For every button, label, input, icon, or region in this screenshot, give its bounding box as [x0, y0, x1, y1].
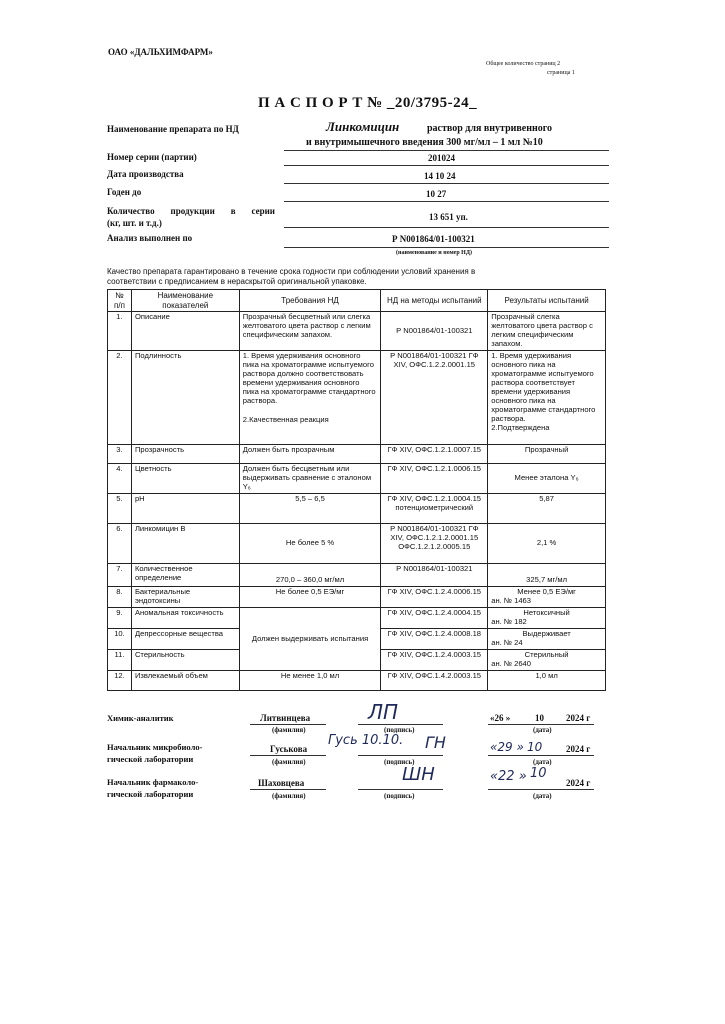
signer-name-1: Литвинцева: [260, 713, 311, 723]
date-month-3: 10: [530, 766, 547, 781]
date-year-2: 2024 г: [566, 744, 591, 754]
date-day-3: «22 »: [490, 769, 527, 784]
date-caption-3: (дата): [533, 792, 552, 800]
row-method: Р N001864/01-100321 ГФ XIV, ОФС.1.2.1.2.0001.15 ОФС.1.2.1.2.0005.15: [381, 524, 488, 564]
signature-1: ЛП: [368, 700, 399, 724]
signature-caption-3: (подпись): [384, 792, 415, 800]
row-method: ГФ XIV, ОФС.1.2.1.0007.15: [381, 445, 488, 464]
row-name: Стерильность: [131, 650, 239, 671]
req-part-2: 2.Качественная реакция: [242, 414, 329, 424]
row-number: 6.: [108, 524, 132, 564]
company-name: ОАО «ДАЛЬХИМФАРМ»: [108, 47, 213, 57]
table-row: [108, 587, 606, 608]
handwritten-note-2: Гусь 10.10.: [328, 733, 404, 748]
row-requirement: Не более 0,5 ЕЭ/мг: [239, 587, 381, 608]
passport-title: П А С П О Р Т № _20/3795-24_: [258, 95, 478, 111]
quality-table: [107, 289, 606, 691]
page-number: страница 1: [547, 70, 575, 76]
date-year-3: 2024 г: [566, 778, 591, 788]
signer-name-3: Шаховцева: [258, 778, 305, 788]
row-result: [488, 608, 606, 629]
row-result: Прозрачный: [488, 445, 606, 464]
row-result: 325,7 мг/мл: [488, 564, 606, 587]
row-requirement: Не менее 1,0 мл: [239, 671, 381, 691]
row-name: Извлекаемый объем: [131, 671, 239, 691]
row-result: Прозрачный слегка желтоватого цвета раствор с легким специфическим запахом.: [488, 312, 606, 351]
row-number: 8.: [108, 587, 132, 608]
row-method: ГФ XIV, ОФС.1.2.4.0003.15: [381, 650, 488, 671]
production-date-label: Дата производства: [107, 169, 184, 179]
table-row: [108, 524, 606, 564]
table-row: [108, 312, 606, 351]
signer-role-2b: гической лаборатории: [107, 754, 194, 764]
signer-role-3b: гической лаборатории: [107, 789, 194, 799]
row-method: Р N001864/01-100321: [381, 564, 488, 587]
row-number: 4.: [108, 464, 132, 494]
row-requirement: Должен быть бесцветным или выдерживать сравнение с эталоном Y₆: [239, 464, 381, 494]
header-results: Результаты испытаний: [488, 290, 606, 312]
header-number: № п/п: [108, 290, 132, 312]
row-name: Линкомицин В: [131, 524, 239, 564]
row-result: 1,0 мл: [488, 671, 606, 691]
row-number: 7.: [108, 564, 132, 587]
surname-caption-1: (фамилия): [272, 726, 306, 734]
date-month-2: 10: [527, 740, 543, 754]
row-method: ГФ XIV, ОФС.1.4.2.0003.15: [381, 671, 488, 691]
surname-caption-2: (фамилия): [272, 758, 306, 766]
row-name: Описание: [131, 312, 239, 351]
analysis-number: ан. № 182: [491, 616, 527, 626]
result-part-2: 2.Подтверждена: [491, 422, 550, 432]
result-value: Нетоксичный: [523, 608, 570, 617]
date-day-1: «26 »: [490, 713, 511, 723]
row-name: Подлинность: [131, 351, 239, 445]
table-row: [108, 445, 606, 464]
signer-role-2a: Начальник микробиоло-: [107, 742, 203, 752]
table-row: [108, 351, 606, 445]
page-count: Общее количество страниц 2: [486, 61, 561, 67]
date-caption-2: (дата): [533, 758, 552, 766]
table-row: [108, 494, 606, 524]
row-name: Бактериальные эндотоксины: [131, 587, 239, 608]
row-method: Р N001864/01-100321 ГФ XIV, ОФС.1.2.2.0001.15: [381, 351, 488, 445]
date-caption-1: (дата): [533, 726, 552, 734]
row-requirement: Не более 5 %: [239, 524, 381, 564]
quantity-unit-label: (кг, шт. и т.д.): [107, 218, 162, 228]
row-number: 11.: [108, 650, 132, 671]
quantity-value: 13 651 уп.: [429, 212, 468, 222]
result-value: Выдерживает: [522, 629, 571, 638]
analysis-value: Р N001864/01-100321: [392, 234, 475, 244]
analysis-note: (наименование и номер НД): [396, 250, 472, 256]
analysis-label: Анализ выполнен по: [107, 233, 193, 243]
row-requirement: Должен быть прозрачным: [239, 445, 381, 464]
row-name: Цветность: [131, 464, 239, 494]
row-result: [488, 650, 606, 671]
drug-desc-2: и внутримышечного введения 300 мг/мл – 1 мл №10: [306, 137, 543, 148]
row-method: ГФ XIV, ОФС.1.2.1.0006.15: [381, 464, 488, 494]
table-row: [108, 671, 606, 691]
row-result: [488, 351, 606, 445]
row-method: ГФ XIV, ОФС.1.2.4.0004.15: [381, 608, 488, 629]
table-row: [108, 608, 606, 629]
merged-requirement: Должен выдерживать испытания: [239, 608, 381, 671]
expiry-label: Годен до: [107, 187, 142, 197]
expiry-value: 10 27: [426, 189, 447, 199]
req-part-1: 1. Время удерживания основного пика на хроматограмме испытуемого раствора должно соответствовать времени удерживания основного пика на хроматограмме стандартного раствора.: [242, 351, 376, 405]
signer-role-1: Химик-аналитик: [107, 713, 174, 723]
header-methods: НД на методы испытаний: [381, 290, 488, 312]
analysis-number: ан. № 1463: [491, 595, 532, 605]
result-part-1: 1. Время удерживания основного пика на хроматограмме испытуемого раствора соответствует времени удерживания основного пика на хроматограмме стандартного раствора.: [491, 351, 596, 423]
guarantee-text: Качество препарата гарантировано в течение срока годности при соблюдении условий хранения в соответствии с предписанием в нераскрытой оригинальной упаковке.: [107, 267, 476, 287]
drug-name-label: Наименование препарата по НД: [107, 124, 239, 134]
drug-desc-1: раствор для внутривенного: [427, 123, 553, 134]
row-result: 2,1 %: [488, 524, 606, 564]
header-name: Наименование показателей: [131, 290, 239, 312]
row-number: 10.: [108, 629, 132, 650]
analysis-number: ан. № 24: [491, 637, 523, 647]
table-row: [108, 464, 606, 494]
quantity-label: Количество продукции в серии: [107, 206, 275, 216]
table-row: [108, 564, 606, 587]
row-name: Количественное определение: [131, 564, 239, 587]
production-date-value: 14 10 24: [424, 171, 456, 181]
row-number: 12.: [108, 671, 132, 691]
signer-name-2: Гуськова: [270, 744, 308, 754]
batch-label: Номер серии (партии): [107, 152, 197, 162]
drug-name: Линкомицин: [326, 119, 400, 134]
analysis-number: ан. № 2640: [491, 658, 532, 668]
row-name: Аномальная токсичность: [131, 608, 239, 629]
row-requirement: 5,5 – 6,5: [239, 494, 381, 524]
row-method: ГФ XIV, ОФС.1.2.4.0008.18: [381, 629, 488, 650]
signature-2: ГН: [425, 733, 446, 752]
row-result: Менее эталона Y₆: [488, 464, 606, 494]
signer-role-3a: Начальник фармаколо-: [107, 777, 199, 787]
row-result: [488, 629, 606, 650]
row-method: ГФ XIV, ОФС.1.2.1.0004.15 потенциометрический: [381, 494, 488, 524]
header-requirements: Требования НД: [239, 290, 381, 312]
result-value: Стерильный: [524, 650, 569, 659]
date-month-1: 10: [535, 713, 544, 723]
row-name: pH: [131, 494, 239, 524]
signature-caption-2: (подпись): [384, 758, 415, 766]
row-requirement: 270,0 – 360,0 мг/мл: [239, 564, 381, 587]
row-requirement: [239, 351, 381, 445]
row-number: 5.: [108, 494, 132, 524]
date-year-1: 2024 г: [566, 713, 591, 723]
row-number: 9.: [108, 608, 132, 629]
row-requirement: Прозрачный бесцветный или слегка желтоватого цвета раствор с легким специфическим запахом.: [239, 312, 381, 351]
row-method: Р N001864/01-100321: [381, 312, 488, 351]
signature-caption-1: (подпись): [384, 726, 415, 734]
row-number: 3.: [108, 445, 132, 464]
batch-value: 201024: [428, 153, 455, 163]
row-name: Депрессорные вещества: [131, 629, 239, 650]
row-result: 5,87: [488, 494, 606, 524]
row-name: Прозрачность: [131, 445, 239, 464]
row-method: ГФ XIV, ОФС.1.2.4.0006.15: [381, 587, 488, 608]
date-day-2: «29 »: [490, 740, 524, 754]
row-number: 2.: [108, 351, 132, 445]
signature-3: ШН: [402, 764, 435, 785]
row-number: 1.: [108, 312, 132, 351]
row-result: [488, 587, 606, 608]
surname-caption-3: (фамилия): [272, 792, 306, 800]
result-value: Менее 0,5 ЕЭ/мг: [517, 587, 576, 596]
